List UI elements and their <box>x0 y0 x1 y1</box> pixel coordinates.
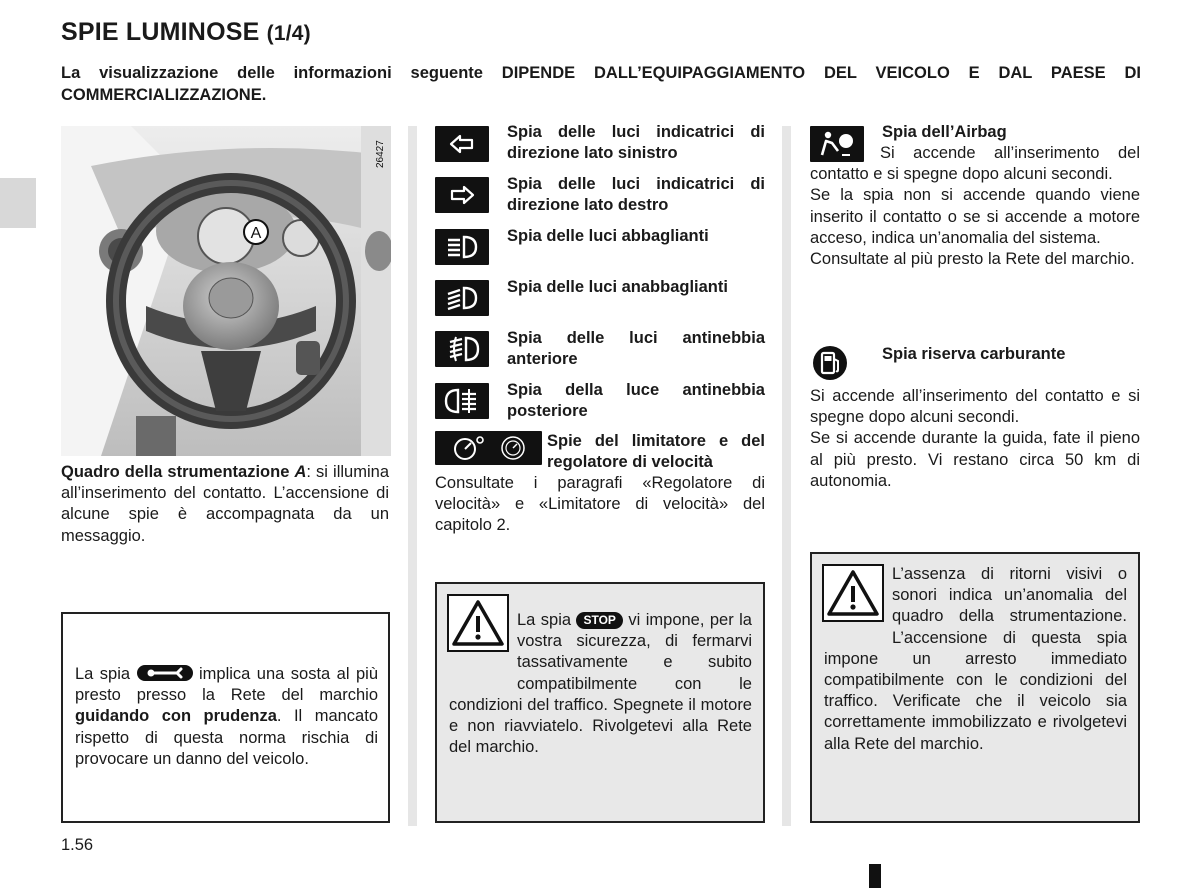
speed-limiter-label: Spie del limitatore e del regolatore di velocità <box>547 432 765 472</box>
wrench-icon <box>137 665 193 681</box>
speed-limiter-icon <box>435 431 542 465</box>
right-indicator-label: Spia delle luci indicatrici di direzione lato destro <box>507 175 765 215</box>
title-part: (1/4) <box>266 22 311 45</box>
column-divider <box>782 126 791 826</box>
front-fog-icon <box>435 331 489 367</box>
figure-caption: Quadro della strumentazione A: si illumina all’inserimento del contatto. L’accensione di alcune spie è accompagnata da un messaggio. <box>61 463 389 545</box>
rear-fog-label: Spia della luce antinebbia posteriore <box>507 381 765 421</box>
left-indicator-label: Spia delle luci indicatrici di direzione lato sinistro <box>507 123 765 163</box>
page-title: SPIE LUMINOSE (1/4) <box>61 18 311 46</box>
speed-limiter-text: Consultate i paragrafi «Regolatore di velocità» e «Limitatore di velocità» del capitolo 2. <box>435 474 765 535</box>
fuel-title: Spia riserva carburante <box>882 345 1066 363</box>
section-tab <box>0 178 36 228</box>
airbag-title: Spia dell’Airbag <box>882 123 1007 141</box>
stop-warning-box: La spia STOP vi impone, per la vostra sicurezza, di fermarvi tassativamente e subito compatibilmente con le condizioni del traffico. Spegnete il motore e non riavviatelo. Rivolgetevi alla Rete del marchio. <box>435 582 765 823</box>
corner-mark <box>869 864 881 888</box>
service-warning-box: La spia implica una sosta al più presto presso la Rete del marchio guidando con prudenza. Il mancato rispetto di questa norma rischia di provocare un danno del veicolo. <box>61 612 390 823</box>
front-fog-label: Spia delle luci antinebbia anteriore <box>507 329 765 369</box>
fuel-pump-icon <box>812 344 848 387</box>
column-divider <box>408 126 417 826</box>
instrument-warning-box: L’assenza di ritorni visivi o sonori indica un’anomalia del quadro della strumentazione. L’accensione di questa spia impone un arresto immediato compatibilmente con le condizioni del traffico. Verificate che il veicolo sia correttamente immobilizzato e rivolgetevi alla Rete del marchio. <box>810 552 1140 823</box>
image-code: 26427 <box>375 140 386 168</box>
stop-icon: STOP <box>576 612 622 629</box>
fuel-text: Si accende all’inserimento del contatto e si spegne dopo alcuni secondi. Se si accende durante la guida, fate il pieno al più presto. Vi restano circa 50 km di autonomia. <box>810 387 1140 490</box>
low-beam-label: Spia delle luci anabbaglianti <box>507 278 728 296</box>
left-arrow-icon <box>435 126 489 162</box>
dashboard-photo <box>61 126 391 456</box>
steering-wheel-illustration <box>61 126 391 456</box>
airbag-text: Si accende all’inserimento del contatto e si spegne dopo alcuni secondi. Se la spia non si accende quando viene inserito il contatto o se si accende a motore acceso, indica un’anomalia del sistema. Consultate al più presto la Rete del marchio. <box>810 144 1140 269</box>
high-beam-label: Spia delle luci abbaglianti <box>507 227 709 245</box>
right-arrow-icon <box>435 177 489 213</box>
rear-fog-icon <box>435 383 489 419</box>
page-number: 1.56 <box>61 836 94 854</box>
high-beam-icon <box>435 229 489 265</box>
low-beam-icon <box>435 280 489 316</box>
intro-text: La visualizzazione delle informazioni seguente DIPENDE DALL’EQUIPAGGIAMENTO DEL VEICOLO E DAL PAESE DI COMMERCIALIZZAZIONE. <box>61 64 1141 104</box>
callout-a-label: A <box>250 225 262 242</box>
